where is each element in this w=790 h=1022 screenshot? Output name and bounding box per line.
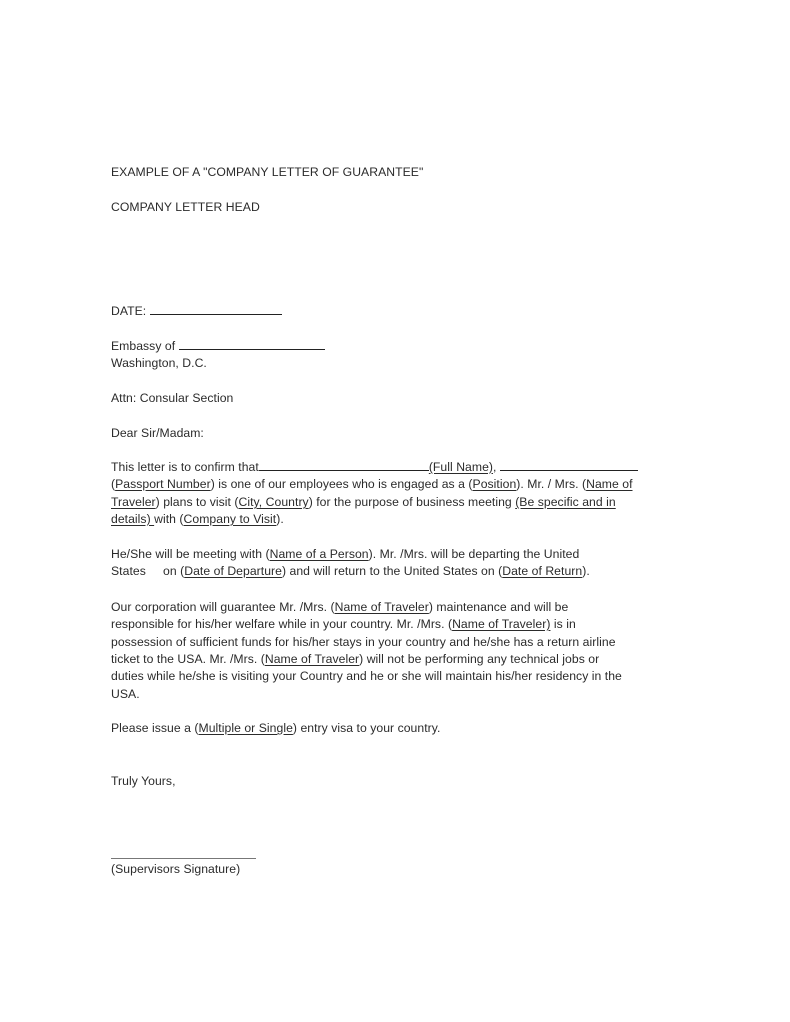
para1-line2: (Passport Number) is one of our employees who is engaged as a (Position). Mr. / Mrs. (Name of [111, 477, 633, 491]
para1-line3: Traveler) plans to visit (City, Country) for the purpose of business meeting (Be specific and in [111, 495, 616, 509]
para2-line1: He/She will be meeting with (Name of a Person). Mr. /Mrs. will be departing the United [111, 547, 580, 561]
city-country-field: City, Country [238, 495, 309, 509]
embassy-blank[interactable] [179, 338, 325, 350]
full-name-blank[interactable] [259, 459, 429, 471]
date-line [111, 303, 282, 321]
be-specific-field: (Be specific and in [515, 495, 616, 509]
name-of-traveler-field: Name of [586, 477, 633, 491]
extra-blank[interactable] [500, 459, 638, 471]
departure-date-field: Date of Departure [184, 564, 282, 578]
return-date-field: Date of Return [502, 564, 583, 578]
closing: Truly Yours, [111, 774, 176, 788]
traveler-name-field: Name of Traveler [334, 600, 429, 614]
para3-line2: responsible for his/her welfare while in your country. Mr. /Mrs. (Name of Traveler) is in [111, 617, 576, 631]
signature-label: (Supervisors Signature) [111, 862, 241, 876]
para1-line1: This letter is to confirm that (Full Name), [111, 459, 638, 477]
full-name-field: (Full Name) [428, 460, 494, 474]
para1-line4: details) with (Company to Visit). [111, 512, 284, 526]
para3-line3: possession of sufficient funds for his/her stays in your country and he/she has a return airline [111, 635, 616, 649]
traveler-name-field: Name of Traveler) [452, 617, 551, 631]
para3-line4: ticket to the USA. Mr. /Mrs. (Name of Traveler) will not be performing any technical jobs or [111, 652, 600, 666]
salutation: Dear Sir/Madam: [111, 426, 204, 440]
para2-line2: States on (Date of Departure) and will return to the United States on (Date of Return). [111, 564, 590, 578]
position-field: Position [472, 477, 517, 491]
date-label: DATE: [111, 304, 147, 318]
para3-line6: USA. [111, 687, 140, 701]
document-title: EXAMPLE OF A "COMPANY LETTER OF GUARANTEE" [111, 165, 424, 179]
passport-number-field: Passport Number [115, 477, 211, 491]
city-line: Washington, D.C. [111, 356, 207, 370]
letterhead: COMPANY LETTER HEAD [111, 200, 260, 214]
visa-type-field: Multiple or Single [198, 721, 293, 735]
date-blank[interactable] [150, 303, 282, 315]
embassy-line [111, 338, 325, 356]
para3-line1: Our corporation will guarantee Mr. /Mrs. (Name of Traveler) maintenance and will be [111, 600, 569, 614]
attn-line: Attn: Consular Section [111, 391, 234, 405]
para3-line5: duties while he/she is visiting your Country and he or she will maintain his/her residency in the [111, 669, 622, 683]
person-name-field: Name of a Person [269, 547, 369, 561]
para4-line: Please issue a (Multiple or Single) entry visa to your country. [111, 721, 441, 735]
company-to-visit-field: Company to Visit [183, 512, 277, 526]
embassy-label: Embassy of [111, 339, 176, 353]
traveler-name-field: Name of Traveler [264, 652, 360, 666]
signature-line[interactable] [111, 858, 256, 859]
